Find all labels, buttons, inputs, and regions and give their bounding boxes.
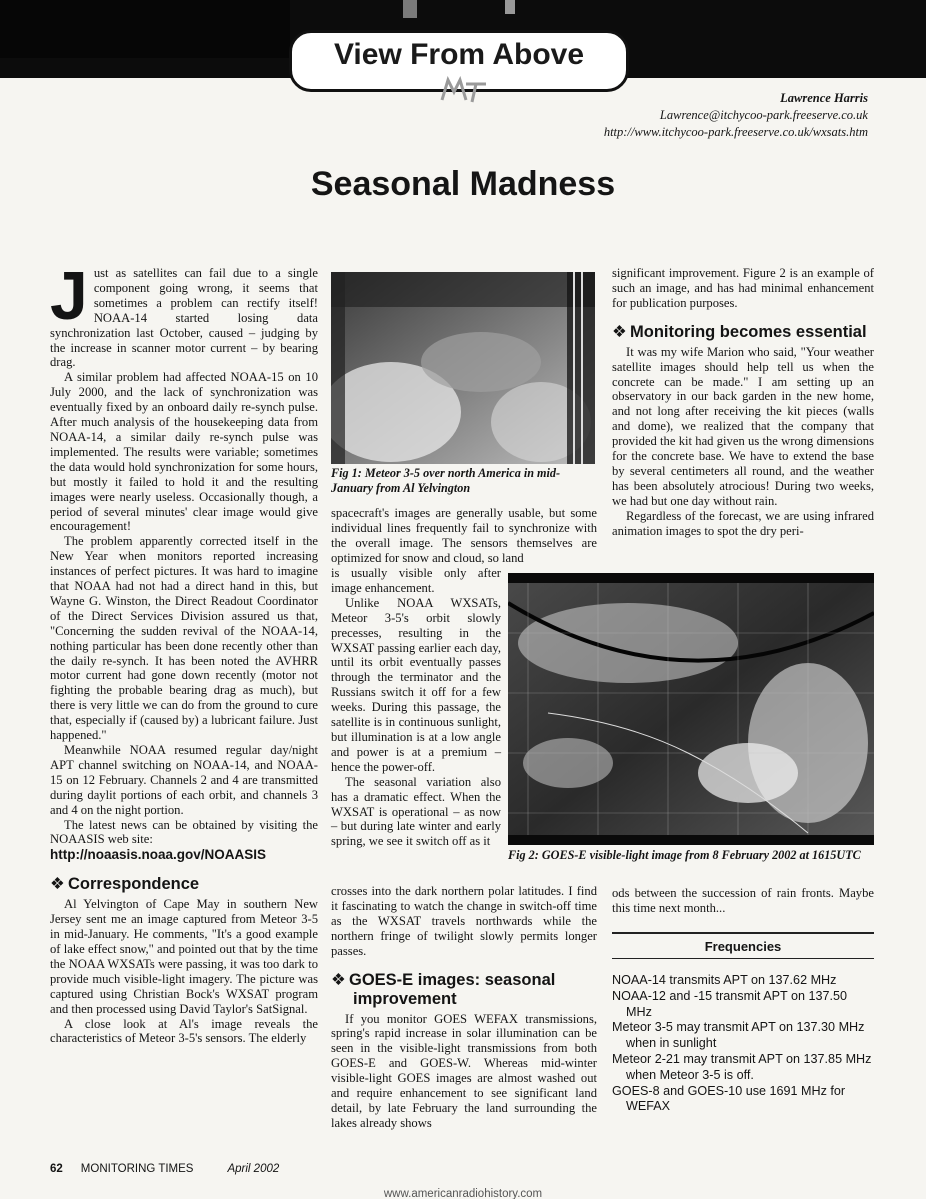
magazine-name: MONITORING TIMES (80, 1163, 194, 1175)
paragraph: The problem apparently corrected itself in the New Year when monitors reported increasing instances of perfect pictures. It was hard to imagine that NOAA had not had a direct hand in this, but Wayne G. Winston, the Direct Readout Coordinator of the Direct Services Division assured us that, "Concerning the sudden revival of the NOAA-14, nothing particular has been done recently other than the daily re-synch. It has been noted the AVHRR motor current had gone down recently (motor not fighting the probable bearing drag as much), but there is very little we can do from the ground to cure that, especially if (caused by) a lubricant failure. Just happened." (50, 534, 318, 743)
paragraph: A similar problem had affected NOAA-15 on 10 July 2000, and the lack of synchronization was eventually fixed by an onboard daily re-synch pulse. After much analysis of the housekeeping data from NOAA-14, a similar daily re-synch pulse was implemented. The results were variable; sometimes the data would hold synchronization for some hours, but mostly it failed to hold it and the resulting images were nearly useless. Occasionally though, a period of several minutes' clear image would give encouragement! (50, 370, 318, 534)
column-2-wrapped-text (331, 566, 501, 849)
figure-2-goes-image (508, 573, 874, 845)
source-site: www.americanradiohistory.com (383, 1188, 543, 1199)
paragraph: Al Yelvington of Cape May in southern New Jersey sent me an image captured from Meteor 3-5 in mid-January. He comments, "It's a good example of lake effect snow," and pointed out that by the time the NOAA WXSATs were passing, it was too dark to provide much visible-light imagery. The picture was captured using Christian Bock's WXSAT program and then processed using David Taylor's SatSignal. (50, 897, 318, 1016)
paragraph: significant improvement. Figure 2 is an example of such an image, and has had minimal enhancement for publication purposes. (612, 266, 874, 310)
paragraph: spacecraft's images are generally usable, but some individual lines frequently fail to synchronize with the overall image. The sensors themselves are optimized for snow and cloud, so land (331, 506, 597, 565)
frequency-item: Meteor 3-5 may transmit APT on 137.30 MHz when in sunlight (612, 1020, 865, 1051)
paragraph: A close look at Al's image reveals the characteristics of Meteor 3-5's sensors. The elderly (50, 1016, 318, 1046)
figure-1-satellite-image (331, 272, 595, 464)
frequency-item: Meteor 2-21 may transmit APT on 137.85 MHz when Meteor 3-5 is off. (612, 1051, 872, 1082)
paragraph: If you monitor GOES WEFAX transmissions, spring's rapid increase in solar illumination can be seen in the visible-light transmissions from both GOES-E and GOES-W. Whereas mid-winter visible-light GOES images are almost washed out and require enhancement to see significant land detail, by late February the land surrounding the lakes already shows (331, 1011, 597, 1130)
page-number: 62 (50, 1163, 63, 1175)
diamond-bullet-icon: ❖ (50, 875, 65, 894)
paragraph: Meanwhile NOAA resumed regular day/night APT channel switching on NOAA-14, and NOAA-15 on 12 February. Channels 2 and 4 are transmitted during daylit portions of each orbit, and channels 3 and 4 on the night portion. (50, 743, 318, 817)
paragraph: The latest news can be obtained by visiting the NOAASIS web site: (50, 817, 318, 847)
frequency-item: NOAA-14 transmits APT on 137.62 MHz (612, 973, 837, 987)
mt-logo-icon (436, 76, 492, 104)
column-1 (50, 258, 318, 1046)
paragraph: It was my wife Marion who said, "Your weather satellite images should help tell us when the concrete can be made." I am setting up an observatory in our back garden in the new home, and not long after receiving the kit pieces (walls and dome), we realized that the company that provided the kit had given us the wrong dimensions for the concrete base. We have to extend the base by several centimeters all round, and the weather has been absolutely atrocious! During two weeks, we had but one day without rain. (612, 344, 874, 508)
masthead-mark (403, 0, 417, 18)
author-name: Lawrence Harris (780, 91, 868, 105)
section-title: View From Above (333, 38, 585, 71)
paragraph: crosses into the dark northern polar latitudes. I find it fascinating to watch the change in switch-off time as the WXSAT travels northwards while the northern fringe of twilight slowly permits longer passes. (331, 884, 597, 958)
page-footer (50, 1163, 279, 1175)
diamond-bullet-icon: ❖ (612, 322, 627, 341)
frequencies-title: Frequencies (704, 939, 782, 954)
masthead-mark-2 (505, 0, 515, 14)
divider (612, 958, 874, 959)
noaasis-link[interactable]: http://noaasis.noaa.gov/NOAASIS (50, 847, 267, 863)
paragraph: Just as satellites can fail due to a single component going wrong, it seems that sometimes a problem can rectify itself! NOAA-14 started losing data synchronization last October, caused – judging by the increase in scanner motor current – by bearing drag. (50, 258, 318, 370)
author-url[interactable]: http://www.itchycoo-park.freeserve.co.uk/wxsats.htm (603, 125, 868, 139)
paragraph: Unlike NOAA WXSATs, Meteor 3-5's orbit slowly precesses, resulting in the WXSAT passing earlier each day, until its orbit eventually passes through the terminator and the Russians switch it off for a few weeks. During this passage, the satellite is in continuous sunlight, but illumination is at a low angle and power is at a premium – hence the power-off. (331, 595, 501, 774)
column-3 (612, 266, 874, 539)
paragraph: Regardless of the forecast, we are using infrared animation images to spot the dry peri- (612, 508, 874, 538)
frequency-item: NOAA-12 and -15 transmit APT on 137.50 MHz (612, 988, 847, 1019)
section-heading-monitoring: ❖ Monitoring becomes essential (612, 322, 867, 341)
article-headline: Seasonal Madness (310, 165, 616, 203)
drop-cap: J (50, 258, 88, 334)
frequency-item: GOES-8 and GOES-10 use 1691 MHz for WEFAX (612, 1083, 846, 1114)
section-heading-correspondence: ❖ Correspondence (50, 875, 200, 894)
author-block (604, 90, 868, 141)
section-heading-goes-e: ❖ GOES-E images: seasonal improvement (331, 970, 556, 1008)
column-2-lower (331, 884, 597, 1131)
paragraph: ods between the succession of rain fronts. Maybe this time next month... (612, 886, 874, 915)
paragraph: is usually visible only after image enhancement. (331, 566, 501, 595)
column-3-lower (612, 886, 874, 916)
paragraph: The seasonal variation also has a dramatic effect. When the WXSAT is operational – as now – but during late winter and early spring, we see it switch off as it (331, 774, 501, 849)
diamond-bullet-icon: ❖ (331, 970, 346, 989)
column-2 (331, 506, 597, 566)
author-email[interactable]: Lawrence@itchycoo-park.freeserve.co.uk (659, 108, 868, 122)
masthead-dark-block (0, 0, 290, 58)
frequencies-box (612, 932, 874, 1115)
figure-2-caption: Fig 2: GOES-E visible-light image from 8 February 2002 at 1615UTC (508, 848, 861, 862)
figure-1-caption: Fig 1: Meteor 3-5 over north America in mid-January from Al Yelvington (331, 466, 561, 495)
issue-date: April 2002 (227, 1163, 280, 1175)
